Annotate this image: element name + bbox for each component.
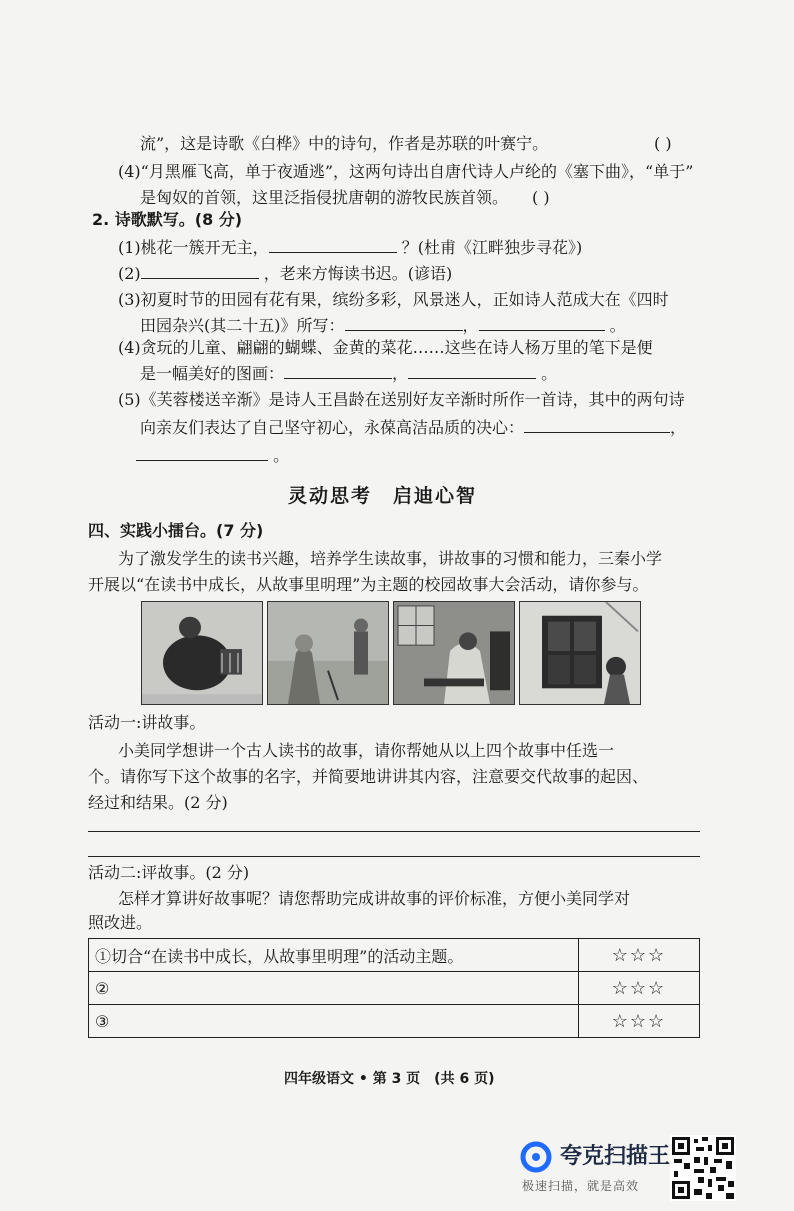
- judge-q4-answer-paren[interactable]: ( ): [532, 188, 550, 207]
- rubric-item[interactable]: ③: [89, 1005, 579, 1038]
- poetry-item-1-prefix: (1)桃花一簇开无主，: [118, 238, 269, 257]
- poetry-item-4-label: 是一幅美好的图画：: [140, 364, 285, 383]
- poetry-item-3-label: 田园杂兴(其二十五)》所写：: [140, 316, 345, 335]
- poetry-blank-3b[interactable]: [479, 316, 605, 331]
- activity2-para-2: 照改进。: [88, 913, 153, 932]
- poetry-comma-3: ，: [462, 316, 479, 335]
- answer-line-1[interactable]: [88, 831, 700, 832]
- rubric-stars[interactable]: ☆☆☆: [579, 1005, 700, 1038]
- poetry-comma-4: ，: [392, 364, 409, 383]
- rubric-stars[interactable]: ☆☆☆: [579, 939, 700, 972]
- poetry-blank-4a[interactable]: [284, 364, 392, 379]
- poetry-period-5: 。: [273, 446, 290, 465]
- poetry-item-4-line2: [140, 364, 557, 384]
- rubric-table: [88, 938, 700, 1038]
- poetry-blank-5b[interactable]: [136, 446, 268, 461]
- rubric-item: ①切合“在读书中成长，从故事里明理”的活动主题。: [89, 939, 579, 972]
- poetry-item-5-line3: [136, 446, 289, 466]
- poetry-item-3-line2: [140, 316, 626, 336]
- quark-logo-icon: [520, 1141, 552, 1173]
- poetry-item-1-suffix: ？(杜甫《江畔独步寻花》): [401, 238, 583, 257]
- section-heading: 灵动思考 启迪心智: [288, 485, 478, 507]
- scanner-slogan: 极速扫描，就是高效: [522, 1179, 640, 1193]
- poetry-blank-5a[interactable]: [524, 418, 670, 433]
- practice-intro-1: 为了激发学生的读书兴趣，培养学生读故事，讲故事的习惯和能力，三秦小学: [118, 549, 663, 568]
- rubric-row: [89, 1005, 700, 1038]
- judge-q4-line2: 是匈奴的首领，这里泛指侵扰唐朝的游牧民族首领。: [140, 188, 509, 207]
- story-image-3[interactable]: [393, 601, 515, 705]
- poetry-item-3-line1: (3)初夏时节的田园有花有果，缤纷多彩，风景迷人，正如诗人范成大在《四时: [118, 290, 669, 309]
- practice-intro-2: 开展以“在读书中成长，从故事里明理”为主题的校园故事大会活动，请你参与。: [88, 575, 649, 594]
- scanner-brand: 夸克扫描王: [560, 1144, 671, 1169]
- story-image-4[interactable]: [519, 601, 641, 705]
- poetry-item-2-prefix: (2): [118, 264, 141, 283]
- poetry-item-5-label: 向亲友们表达了自己坚守初心，永葆高洁品质的决心：: [140, 418, 525, 437]
- rubric-item[interactable]: ②: [89, 972, 579, 1005]
- poetry-period-4: 。: [541, 364, 558, 383]
- activity1-title: 活动一:讲故事。: [88, 713, 206, 732]
- activity1-para-1: 小美同学想讲一个古人读书的故事，请你帮她从以上四个故事中任选一: [118, 741, 615, 760]
- story-image-1[interactable]: [141, 601, 263, 705]
- poetry-item-5-line2: [140, 418, 686, 438]
- poetry-blank-3a[interactable]: [345, 316, 463, 331]
- poetry-blank-4b[interactable]: [408, 364, 536, 379]
- rubric-row: [89, 939, 700, 972]
- poetry-item-1: [118, 238, 582, 258]
- story-image-2[interactable]: [267, 601, 389, 705]
- practice-title: 四、实践小擂台。(7 分): [88, 521, 264, 540]
- qr-code-icon: [670, 1135, 736, 1201]
- activity1-para-3: 经过和结果。(2 分): [88, 793, 228, 812]
- poetry-item-4-line1: (4)贪玩的儿童、翩翩的蝴蝶、金黄的菜花……这些在诗人杨万里的笔下是便: [118, 338, 653, 357]
- poetry-comma-5: ，: [670, 418, 687, 437]
- judge-q3-line1: 流”，这是诗歌《白桦》中的诗句，作者是苏联的叶赛宁。: [140, 134, 549, 153]
- judge-q3-answer-paren[interactable]: ( ): [654, 134, 672, 153]
- poetry-item-2-suffix: ，老来方悔读书迟。(谚语): [263, 264, 453, 283]
- activity2-title: 活动二:评故事。(2 分): [88, 863, 250, 882]
- poetry-item-2: [118, 264, 452, 284]
- poetry-item-5-line1: (5)《芙蓉楼送辛渐》是诗人王昌龄在送别好友辛渐时所作一首诗，其中的两句诗: [118, 390, 685, 409]
- rubric-row: [89, 972, 700, 1005]
- poetry-period-3: 。: [609, 316, 626, 335]
- poetry-title: 2. 诗歌默写。(8 分): [92, 210, 243, 229]
- activity1-para-2: 个。请你写下这个故事的名字，并简要地讲讲其内容，注意要交代故事的起因、: [88, 767, 649, 786]
- page-footer: 四年级语文 • 第 3 页 (共 6 页): [284, 1071, 495, 1087]
- answer-line-2[interactable]: [88, 856, 700, 857]
- story-illustrations: [141, 601, 641, 705]
- rubric-stars[interactable]: ☆☆☆: [579, 972, 700, 1005]
- poetry-blank-2[interactable]: [141, 264, 259, 279]
- poetry-blank-1[interactable]: [269, 238, 397, 253]
- judge-q4-line1: (4)“月黑雁飞高，单于夜遁逃”，这两句诗出自唐代诗人卢纶的《塞下曲》，“单于”: [118, 162, 694, 181]
- activity2-para-1: 怎样才算讲好故事呢？请您帮助完成讲故事的评价标准，方便小美同学对: [118, 889, 631, 908]
